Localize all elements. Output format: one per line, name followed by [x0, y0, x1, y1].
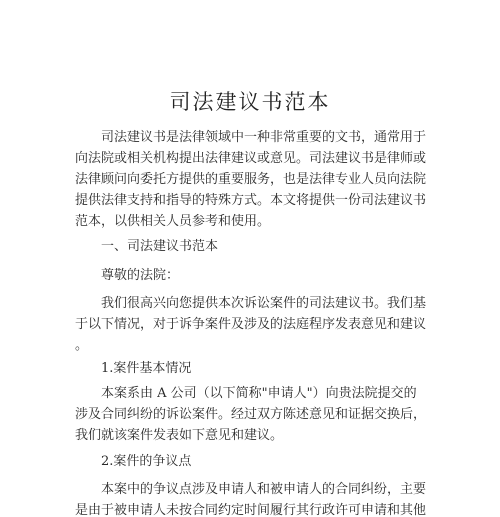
opening-line: 我们很高兴向您提供本次诉讼案件的司法建议书。我们基	[101, 296, 427, 311]
dispute-paragraph	[75, 479, 427, 517]
document-title: 司法建议书范本	[169, 90, 331, 114]
subsection-heading-1: 1.案件基本情况	[101, 361, 192, 376]
opening-line: 于以下情况，对于诉争案件及涉及的法庭程序发表意见和建议	[75, 317, 427, 332]
case-facts-line: 涉及合同纠纷的诉讼案件。经过双方陈述意见和证据交换后，	[75, 407, 427, 422]
intro-line: 提供法律支持和指导的特殊方式。本文将提供一份司法建议书	[75, 193, 427, 208]
salutation: 尊敬的法院：	[101, 268, 180, 283]
subsection-heading-2: 2.案件的争议点	[101, 454, 192, 469]
intro-line: 向法院或相关机构提出法律建议或意见。司法建议书是律师或	[75, 151, 427, 166]
dispute-line: 是由于被申请人未按合同约定时间履行其行政许可申请和其他	[75, 503, 427, 517]
case-facts-line: 本案系由 A 公司（以下简称"申请人"）向贵法院提交的	[101, 386, 417, 401]
case-facts-paragraph	[75, 383, 427, 446]
section-heading: 一、司法建议书范本	[101, 239, 219, 254]
dispute-line: 本案中的争议点涉及申请人和被申请人的合同纠纷，主要	[101, 482, 427, 497]
intro-line: 法律顾问向委托方提供的重要服务，也是法律专业人员向法院	[75, 172, 427, 187]
intro-line: 范本，以供相关人员参考和使用。	[75, 214, 271, 229]
opening-line: 。	[75, 338, 89, 353]
intro-line: 司法建议书是法律领域中一种非常重要的文书，通常用于	[101, 130, 427, 145]
intro-paragraph	[75, 127, 427, 232]
opening-paragraph	[75, 293, 427, 356]
case-facts-line: 我们就该案件发表如下意见和建议。	[75, 428, 284, 443]
